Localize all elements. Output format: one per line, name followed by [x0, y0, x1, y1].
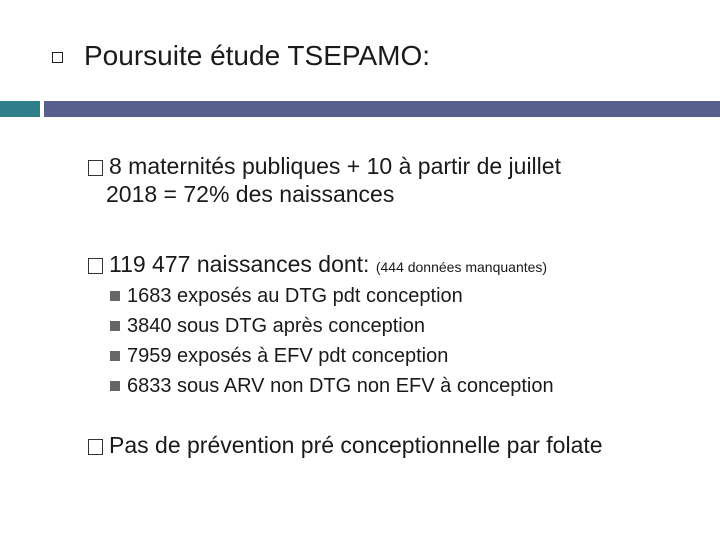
checkbox-bullet-icon: [88, 258, 103, 274]
bullet-text-line2: 2018 = 72% des naissances: [106, 181, 395, 207]
list-item: 7959 exposés à EFV pdt conception: [110, 341, 554, 371]
list-item: 6833 sous ARV non DTG non EFV à conception: [110, 371, 554, 401]
square-bullet-icon: [110, 321, 120, 331]
accent-bar-left: [0, 101, 40, 117]
square-bullet-icon: [110, 381, 120, 391]
sub-bullet-list: [110, 281, 554, 401]
list-item: 1683 exposés au DTG pdt conception: [110, 281, 554, 311]
bullet-maternites: [88, 152, 561, 208]
title-bullet-icon: [52, 52, 63, 63]
checkbox-bullet-icon: [88, 439, 103, 455]
bullet-naissances-text: 119 477 naissances dont:: [109, 251, 370, 277]
list-item: 3840 sous DTG après conception: [110, 311, 554, 341]
bullet-folate-text: Pas de prévention pré conceptionnelle par folate: [109, 432, 603, 458]
bullet-naissances: [88, 250, 547, 281]
bullet-text-line1: 8 maternités publiques + 10 à partir de juillet: [109, 153, 561, 179]
slide-title: Poursuite étude TSEPAMO:: [84, 40, 431, 71]
bullet-folate: [88, 431, 603, 459]
square-bullet-icon: [110, 291, 120, 301]
square-bullet-icon: [110, 351, 120, 361]
accent-bar-right: [44, 101, 720, 117]
checkbox-bullet-icon: [88, 160, 103, 176]
missing-data-note: (444 données manquantes): [375, 259, 548, 275]
